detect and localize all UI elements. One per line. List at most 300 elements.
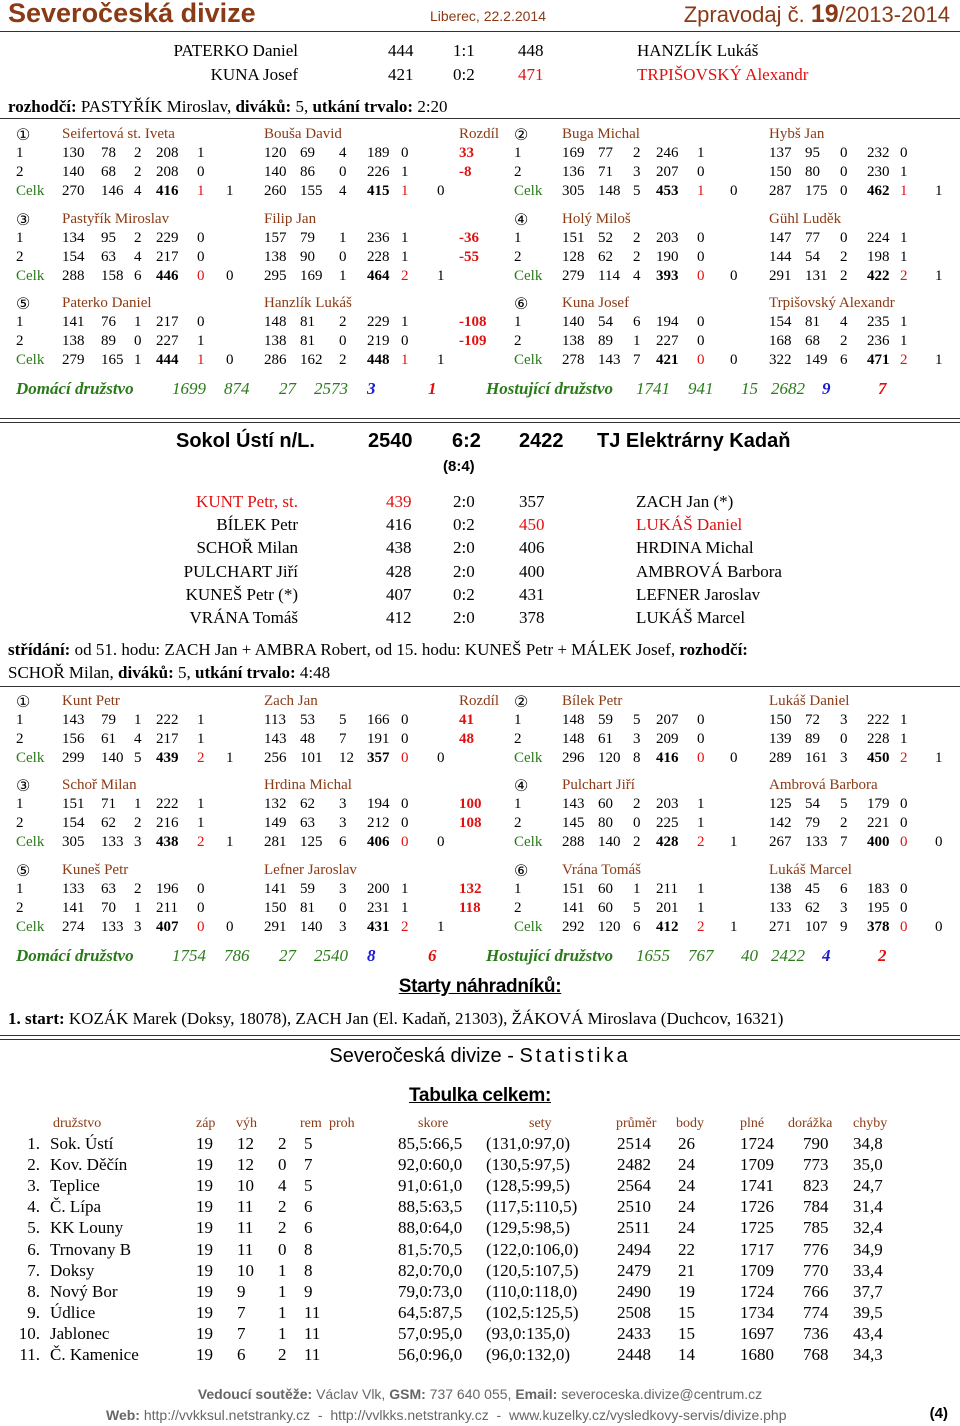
lane-value: 2 (339, 314, 347, 330)
table-cell: 6 (304, 1218, 313, 1238)
lane-value: 0 (197, 314, 205, 330)
table-cell: 1725 (740, 1218, 774, 1238)
pair-number-icon: ③ (16, 778, 31, 796)
total-value: 9 (840, 918, 848, 935)
lane-value: 1 (197, 712, 205, 728)
lane-value: 138 (264, 333, 287, 349)
table-cell: (120,5:107,5) (486, 1260, 579, 1280)
home-team-total-label: Domácí družstvo (16, 379, 134, 398)
away-team-total-value: 40 (741, 946, 758, 965)
table-cell: 7. (27, 1260, 40, 1280)
table-cell: (129,5:98,5) (486, 1218, 571, 1238)
lane-value: 0 (697, 314, 705, 330)
table-cell: 34,3 (853, 1345, 883, 1364)
total-value: 140 (101, 750, 124, 766)
lane-value: 52 (598, 229, 613, 246)
lane-value: 194 (367, 796, 390, 813)
lane-number: 2 (514, 248, 522, 265)
team-name: Údlice (50, 1302, 96, 1322)
lane-value: 1 (401, 164, 409, 180)
lane-value: 2 (633, 229, 641, 246)
lane-value: 211 (156, 899, 178, 916)
home-player-name: Kuneš Petr (62, 861, 129, 878)
lane-value: 231 (367, 899, 390, 916)
lane-value: 1 (900, 712, 908, 728)
total-label: Celk (16, 352, 45, 368)
pair-home-score: 444 (388, 41, 414, 60)
total-value: 322 (769, 352, 792, 368)
away-team-total-value: 15 (741, 379, 758, 398)
pair-away-player: LEFNER Jaroslav (636, 584, 761, 604)
total-value: 4 (633, 267, 641, 284)
total-value: 295 (264, 267, 287, 284)
footer-line1: Vedoucí soutěže: Václav Vlk, GSM: 737 640 055, Email: severoceska.divize@centrum.cz (197, 1386, 763, 1402)
total-value: 2 (900, 352, 908, 368)
column-header: proh (329, 1116, 355, 1131)
lane-value: 60 (598, 880, 613, 897)
total-value: 1 (437, 267, 445, 284)
pair-away-score: 471 (518, 65, 544, 84)
lane-number: 1 (16, 314, 24, 330)
column-header: záp (196, 1116, 216, 1131)
column-header: body (676, 1116, 704, 1131)
total-value: 140 (300, 918, 323, 935)
table-cell: 35,0 (853, 1155, 883, 1175)
total-value: 2 (401, 918, 409, 935)
lane-value: 203 (656, 796, 679, 813)
lane-value: 54 (805, 796, 820, 813)
away-player-name: Trpišovský Alexandr (769, 295, 895, 311)
lane-diff: 132 (459, 880, 482, 897)
pair-home-player: PATERKO Daniel (173, 41, 298, 60)
total-value: 288 (62, 267, 85, 284)
total-value: 2 (697, 834, 705, 851)
table-cell: 1717 (740, 1239, 774, 1259)
total-value: 2 (840, 267, 848, 284)
table-cell: 26 (678, 1134, 695, 1153)
lane-value: 0 (401, 796, 409, 813)
total-value: 448 (367, 352, 390, 368)
table-cell: 19 (196, 1302, 213, 1322)
table-cell: 766 (803, 1281, 829, 1301)
lane-value: 60 (598, 899, 613, 916)
lane-value: 211 (656, 880, 678, 897)
home-player-name: Pulchart Jiří (562, 777, 635, 794)
team-name: Trnovany B (50, 1239, 132, 1259)
away-player-name: Hrdina Michal (264, 777, 352, 794)
pair-home-player: PULCHART Jiří (183, 561, 298, 581)
lane-value: 148 (562, 731, 585, 747)
home-team-total-value: 8 (367, 946, 376, 965)
pair-result: 0:2 (453, 584, 475, 604)
total-value: 1 (226, 183, 234, 199)
lane-value: 89 (805, 731, 820, 747)
lane-value: 227 (656, 333, 679, 349)
total-value: 378 (867, 918, 890, 935)
page-header (0, 0, 960, 32)
away-player-name: Gühl Luděk (769, 210, 842, 227)
table-cell: 2482 (617, 1155, 651, 1175)
lane-value: 3 (633, 731, 641, 747)
pair-result: 0:2 (453, 515, 475, 535)
total-value: 431 (367, 918, 390, 935)
table-cell: 3. (27, 1176, 40, 1196)
pair-number-icon: ② (514, 127, 529, 144)
pair-home-player: SCHOŘ Milan (196, 538, 298, 558)
diff-label: Rozdíl (459, 693, 499, 709)
home-team-total-value: 27 (279, 946, 296, 965)
table-cell: 34,8 (853, 1134, 883, 1153)
lane-value: 151 (62, 796, 85, 813)
lane-value: 0 (697, 333, 705, 349)
lane-value: 141 (264, 880, 287, 897)
lane-number: 2 (16, 248, 24, 265)
lane-value: 217 (156, 314, 179, 330)
home-team-total-value: 1 (428, 379, 437, 398)
lane-diff: 108 (459, 815, 482, 832)
lane-value: 136 (562, 164, 585, 180)
header-place-date: Liberec, 22.2.2014 (430, 8, 546, 24)
home-team-total-value: 1754 (172, 946, 206, 965)
lane-value: 68 (805, 333, 820, 349)
lane-value: 3 (339, 796, 347, 813)
pair-number-icon: ③ (16, 211, 31, 229)
lane-number: 1 (514, 145, 522, 161)
lane-value: 138 (769, 880, 792, 897)
lane-value: 3 (840, 899, 848, 916)
home-player-name: Holý Miloš (562, 210, 631, 227)
total-value: 0 (197, 267, 205, 284)
table-cell: 19 (196, 1176, 213, 1196)
table-cell: 1 (278, 1323, 287, 1343)
total-value: 1 (197, 183, 205, 199)
pair-result: 0:2 (453, 65, 475, 84)
table-cell: 2479 (617, 1260, 651, 1280)
total-value: 7 (633, 352, 641, 368)
lane-value: 125 (769, 796, 792, 813)
lane-value: 6 (633, 314, 641, 330)
lane-value: 1 (339, 229, 347, 246)
table-cell: 1724 (740, 1134, 774, 1153)
total-value: 1 (900, 183, 908, 199)
lane-value: 1 (197, 815, 205, 832)
home-team-total-value: 786 (224, 946, 250, 965)
total-value: 256 (264, 750, 287, 766)
lane-value: 1 (401, 899, 409, 916)
total-value: 133 (101, 834, 124, 851)
lane-value: 229 (367, 314, 390, 330)
pair-home-score: 421 (388, 65, 414, 84)
away-team-total-value: 4 (822, 946, 831, 965)
away-team-total-value: 2682 (771, 379, 805, 398)
lane-number: 2 (16, 899, 24, 916)
lane-value: 168 (769, 333, 792, 349)
table-cell: 5 (304, 1176, 313, 1196)
lane-value: 141 (62, 314, 85, 330)
total-value: 287 (769, 183, 792, 199)
table-cell: 43,4 (853, 1323, 883, 1343)
lane-value: 154 (769, 314, 792, 330)
total-label: Celk (514, 918, 543, 935)
total-value: 291 (769, 267, 792, 284)
lane-value: 147 (769, 229, 792, 246)
lane-value: 0 (633, 815, 641, 832)
lane-value: 227 (156, 333, 179, 349)
header-title: Severočeská divize (8, 0, 256, 28)
pair-away-player: HANZLÍK Lukáš (637, 41, 759, 60)
lane-value: 154 (62, 248, 85, 265)
lane-value: 79 (300, 229, 315, 246)
total-value: 3 (134, 834, 142, 851)
total-value: 1 (437, 352, 445, 368)
lane-number: 2 (514, 164, 522, 180)
table-cell: 9 (304, 1281, 313, 1301)
divider (0, 118, 960, 119)
lane-number: 2 (16, 731, 24, 747)
home-team-total-value: 6 (428, 946, 437, 965)
lane-value: 1 (197, 731, 205, 747)
lane-value: 5 (633, 712, 641, 728)
table-cell: 2508 (617, 1302, 651, 1322)
team-name: Č. Kamenice (50, 1345, 139, 1364)
pair-away-score: 406 (519, 538, 545, 558)
total-value: 1 (437, 918, 445, 935)
lane-value: 148 (264, 314, 287, 330)
table-cell: 24 (678, 1176, 695, 1196)
lane-value: 45 (805, 880, 820, 897)
total-value: 416 (656, 750, 679, 766)
home-team-total-label: Domácí družstvo (16, 946, 134, 965)
lane-value: 71 (598, 164, 613, 180)
table-cell: 14 (678, 1345, 695, 1364)
match2-result: 6:2 (452, 430, 481, 452)
lane-value: 62 (300, 796, 315, 813)
total-label: Celk (514, 267, 543, 284)
total-value: 101 (300, 750, 323, 766)
table-cell: 768 (803, 1345, 829, 1364)
table-cell: 19 (196, 1155, 213, 1175)
home-team-total-value: 1699 (172, 379, 206, 398)
lane-value: 183 (867, 880, 890, 897)
lane-value: 133 (62, 880, 85, 897)
table-cell: 15 (678, 1302, 695, 1322)
lane-number: 2 (514, 899, 522, 916)
table-cell: 19 (196, 1239, 213, 1259)
header-bulletin: Zpravodaj č. 19/2013-2014 (683, 0, 950, 28)
away-team-total-value: 7 (878, 379, 887, 398)
pair-home-score: 438 (386, 538, 412, 558)
lane-value: 219 (367, 333, 390, 349)
pair-home-score: 416 (386, 515, 412, 535)
lane-value: 0 (339, 248, 347, 265)
pair-result: 2:0 (453, 492, 475, 511)
lane-value: 138 (562, 333, 585, 349)
lane-number: 1 (514, 712, 522, 728)
home-team-total-value: 3 (367, 379, 376, 398)
lane-value: 80 (805, 164, 820, 180)
lane-value: 225 (656, 815, 679, 832)
pair-away-player: HRDINA Michal (636, 538, 754, 558)
table-cell: 11 (237, 1218, 254, 1238)
lane-value: 6 (840, 880, 848, 897)
team-name: Č. Lípa (50, 1197, 101, 1217)
table-cell: 11. (19, 1345, 40, 1364)
home-player-name: Pastyřík Miroslav (62, 210, 170, 227)
total-value: 107 (805, 918, 828, 935)
total-value: 148 (598, 183, 621, 199)
away-team-total-label: Hostující družstvo (486, 946, 614, 965)
column-header: průměr (616, 1116, 657, 1131)
table-cell: 39,5 (853, 1302, 883, 1322)
lane-value: 81 (805, 314, 820, 330)
lane-value: 2 (633, 248, 641, 265)
table-cell: 0 (278, 1239, 287, 1259)
lane-value: 0 (197, 248, 205, 265)
pair-home-player: KUNT Petr, st. (196, 492, 298, 511)
lane-diff: -108 (459, 314, 487, 330)
total-value: 0 (730, 267, 738, 284)
total-value: 1 (134, 352, 142, 368)
lane-value: 2 (633, 145, 641, 161)
total-label: Celk (16, 183, 45, 199)
total-value: 421 (656, 352, 679, 368)
column-header: dorážka (788, 1116, 833, 1131)
match2-away-team: TJ Elektrárny Kadaň (597, 430, 791, 452)
lane-value: 169 (562, 145, 585, 161)
lane-value: 216 (156, 815, 179, 832)
total-value: 3 (840, 750, 848, 766)
total-value: 162 (300, 352, 323, 368)
away-team-total-value: 2 (878, 946, 887, 965)
table-cell: 785 (803, 1218, 829, 1238)
lane-value: 1 (900, 333, 908, 349)
total-value: 0 (840, 183, 848, 199)
lane-value: 0 (697, 248, 705, 265)
table-cell: 11 (304, 1302, 321, 1322)
total-value: 6 (633, 918, 641, 935)
table-cell: 19 (196, 1281, 213, 1301)
table-cell: 8 (304, 1239, 313, 1259)
total-value: 412 (656, 918, 679, 935)
home-player-name: Seifertová st. Iveta (62, 126, 175, 142)
lane-value: 79 (805, 815, 820, 832)
table-cell: 6 (304, 1197, 313, 1217)
total-value: 439 (156, 750, 179, 766)
total-value: 2 (900, 750, 908, 766)
pair-number-icon: ① (16, 127, 31, 144)
away-team-total-value: 2422 (771, 946, 805, 965)
away-team-total-label: Hostující družstvo (486, 379, 614, 398)
lane-value: 222 (156, 712, 179, 728)
pair-result: 1:1 (453, 41, 475, 60)
total-value: 289 (769, 750, 792, 766)
lane-value: 156 (62, 731, 85, 747)
total-value: 270 (62, 183, 85, 199)
total-value: 438 (156, 834, 179, 851)
table-cell: 1741 (740, 1176, 774, 1196)
pair-home-player: VRÁNA Tomáš (189, 608, 298, 627)
total-value: 1 (197, 352, 205, 368)
total-value: 305 (562, 183, 585, 199)
total-value: 6 (339, 834, 347, 851)
column-header: rem (300, 1116, 322, 1131)
team-name: Nový Bor (50, 1281, 118, 1301)
lane-value: 1 (697, 796, 705, 813)
lane-value: 61 (598, 731, 613, 747)
table-cell: 24 (678, 1197, 695, 1217)
lane-value: 138 (264, 248, 287, 265)
page-number: (4) (929, 1405, 948, 1422)
total-value: 299 (62, 750, 85, 766)
lane-value: 1 (401, 880, 409, 897)
substitutes-line: 1. start: KOZÁK Marek (Doksy, 18078), ZACH Jan (El. Kadaň, 21303), ŽÁKOVÁ Miroslava (Duchcov, 16321) (8, 1009, 784, 1028)
team-name: Doksy (50, 1260, 95, 1280)
lane-diff: 33 (459, 145, 474, 161)
table-cell: 2 (278, 1218, 287, 1238)
table-cell: 1. (27, 1134, 40, 1153)
pair-result: 2:0 (453, 561, 475, 581)
team-name: KK Louny (50, 1218, 124, 1238)
lane-value: 0 (401, 731, 409, 747)
lane-value: 1 (697, 145, 705, 161)
table-cell: 37,7 (853, 1281, 883, 1301)
lane-number: 1 (16, 880, 24, 897)
home-team-total-value: 2540 (314, 946, 348, 965)
total-value: 0 (697, 750, 705, 766)
divider (0, 418, 960, 423)
table-cell: 33,4 (853, 1260, 883, 1280)
table-cell: 2510 (617, 1197, 651, 1217)
pair-away-player: LUKÁŠ Daniel (636, 515, 743, 535)
lane-value: 0 (339, 899, 347, 916)
pair-number-icon: ⑤ (16, 296, 31, 313)
table-cell: 7 (237, 1323, 246, 1343)
total-value: 2 (339, 352, 347, 368)
team-name: Kov. Děčín (50, 1155, 128, 1175)
total-value: 169 (300, 267, 323, 284)
table-cell: 19 (196, 1260, 213, 1280)
table-cell: 19 (196, 1345, 213, 1364)
pair-home-score: 412 (386, 608, 412, 627)
total-value: 288 (562, 834, 585, 851)
total-value: 1 (730, 918, 738, 935)
pair-away-player: AMBROVÁ Barbora (636, 561, 782, 581)
total-value: 12 (339, 750, 354, 766)
lane-value: 2 (134, 880, 142, 897)
table-cell: 11 (237, 1197, 254, 1217)
table-cell: 776 (803, 1239, 829, 1259)
total-value: 446 (156, 267, 179, 284)
lane-number: 2 (16, 164, 24, 180)
lane-value: 1 (197, 796, 205, 813)
lane-value: 76 (101, 314, 116, 330)
lane-value: 4 (840, 314, 848, 330)
total-value: 140 (598, 834, 621, 851)
lane-value: 0 (697, 229, 705, 246)
total-label: Celk (16, 918, 45, 935)
home-player-name: Vrána Tomáš (562, 861, 641, 878)
pair-away-score: 357 (519, 492, 545, 511)
table-cell: 790 (803, 1134, 829, 1153)
lane-value: 1 (134, 796, 142, 813)
total-value: 286 (264, 352, 287, 368)
table-cell: 7 (237, 1302, 246, 1322)
lane-value: 207 (656, 164, 679, 180)
away-player-name: Hanzlík Lukáš (264, 295, 352, 311)
table-cell: (128,5:99,5) (486, 1176, 571, 1196)
lane-value: 89 (101, 333, 116, 349)
lane-value: 0 (840, 229, 848, 246)
